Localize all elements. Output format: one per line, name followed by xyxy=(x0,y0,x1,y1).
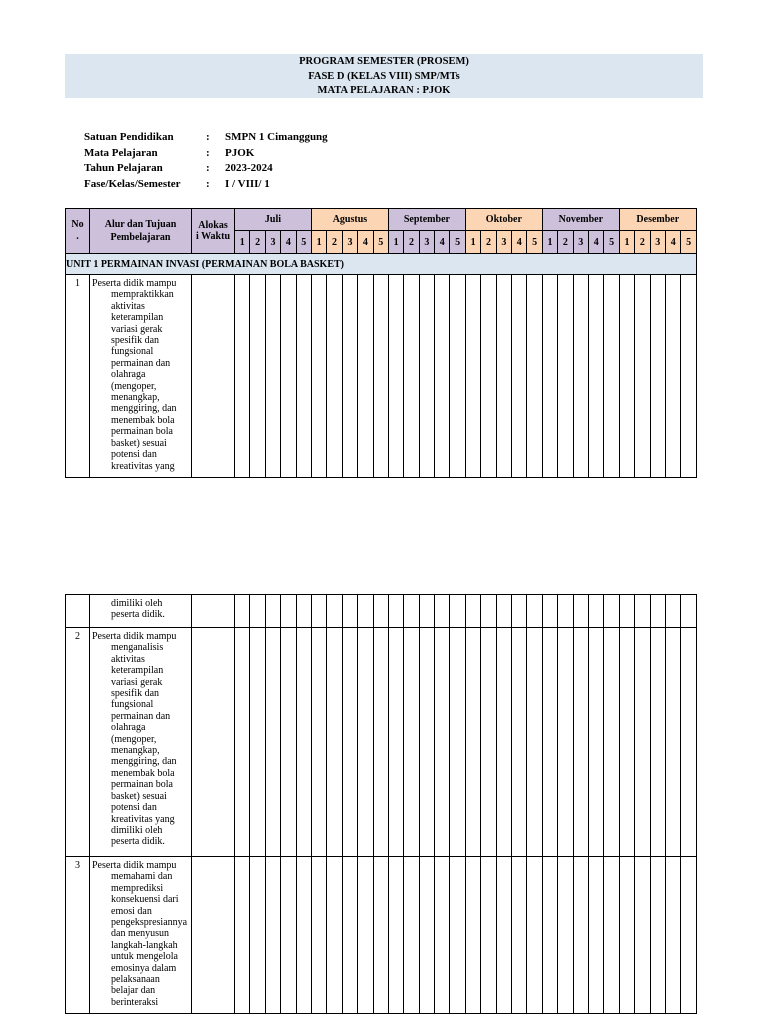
week-cell xyxy=(450,595,465,628)
week-cell xyxy=(542,275,557,478)
alokasi-cell xyxy=(192,628,235,857)
week-cell xyxy=(404,595,419,628)
week-number: 3 xyxy=(342,231,357,254)
info-row xyxy=(84,146,328,162)
week-cell xyxy=(496,275,511,478)
week-cell xyxy=(250,628,265,857)
week-cell xyxy=(681,595,696,628)
week-cell xyxy=(635,595,650,628)
week-cell xyxy=(573,857,588,1014)
week-cell xyxy=(342,857,357,1014)
week-cell xyxy=(589,275,604,478)
week-cell xyxy=(373,595,388,628)
week-cell xyxy=(373,628,388,857)
week-number: 4 xyxy=(358,231,373,254)
week-number: 5 xyxy=(681,231,696,254)
week-number: 2 xyxy=(404,231,419,254)
week-cell xyxy=(235,628,250,857)
week-cell xyxy=(481,275,496,478)
info-value: 2023-2024 xyxy=(225,162,273,174)
week-cell xyxy=(296,628,311,857)
week-cell xyxy=(573,275,588,478)
objective-line: pelaksanaan xyxy=(111,974,160,986)
objective-line: permainan bola xyxy=(111,779,173,791)
week-cell xyxy=(650,857,665,1014)
week-cell xyxy=(558,857,573,1014)
week-cell xyxy=(527,857,542,1014)
info-label: Tahun Pelajaran xyxy=(84,162,163,174)
info-label: Fase/Kelas/Semester xyxy=(84,177,181,190)
learning-objective xyxy=(90,628,192,857)
week-number: 1 xyxy=(542,231,557,254)
week-cell xyxy=(342,595,357,628)
week-cell xyxy=(481,595,496,628)
week-cell xyxy=(358,275,373,478)
week-cell xyxy=(604,857,619,1014)
info-row xyxy=(84,130,328,146)
row-number: 3 xyxy=(66,857,90,1014)
week-number: 4 xyxy=(281,231,296,254)
week-cell xyxy=(235,275,250,478)
info-label: Satuan Pendidikan xyxy=(84,131,174,143)
info-row xyxy=(84,161,328,177)
objective-line: potensi dan xyxy=(111,802,157,814)
week-number: 4 xyxy=(666,231,681,254)
week-cell xyxy=(481,857,496,1014)
week-cell xyxy=(419,275,434,478)
week-cell xyxy=(573,628,588,857)
week-number: 5 xyxy=(527,231,542,254)
week-cell xyxy=(327,628,342,857)
objective-line: (mengoper, xyxy=(111,733,157,745)
week-number: 4 xyxy=(589,231,604,254)
info-row xyxy=(84,177,328,193)
week-cell xyxy=(419,628,434,857)
objective-line: memahami dan xyxy=(111,871,173,883)
week-cell xyxy=(404,628,419,857)
info-separator: : xyxy=(206,131,210,143)
objective-line: menembak bola xyxy=(111,767,175,779)
objective-line: spesifik dan xyxy=(111,335,160,347)
objective-line: emosi dan xyxy=(111,905,152,917)
week-cell xyxy=(388,275,403,478)
week-cell xyxy=(450,857,465,1014)
week-number: 3 xyxy=(265,231,280,254)
month-agustus: Agustus xyxy=(311,209,388,231)
week-cell xyxy=(281,595,296,628)
week-cell xyxy=(542,628,557,857)
week-cell xyxy=(311,595,326,628)
week-cell xyxy=(619,628,634,857)
objective-line: menggiring, dan xyxy=(111,756,177,768)
week-cell xyxy=(665,595,680,628)
week-number: 5 xyxy=(296,231,311,254)
week-number: 2 xyxy=(250,231,265,254)
week-cell xyxy=(619,275,634,478)
objective-line: memprediksi xyxy=(111,882,164,894)
row-number: 2 xyxy=(66,628,90,857)
week-cell xyxy=(588,595,603,628)
objective-line: olahraga xyxy=(111,722,146,734)
week-cell xyxy=(666,275,681,478)
objective-line: dan menyusun xyxy=(111,928,170,940)
week-cell xyxy=(619,595,634,628)
week-number: 1 xyxy=(619,231,634,254)
week-cell xyxy=(681,275,696,478)
week-cell xyxy=(512,275,527,478)
week-cell xyxy=(635,275,650,478)
info-separator: : xyxy=(206,146,210,159)
week-cell xyxy=(311,628,326,857)
week-cell xyxy=(311,857,326,1014)
week-cell xyxy=(250,595,265,628)
header-no: No . xyxy=(66,209,90,254)
learning-objective xyxy=(90,857,192,1014)
week-cell xyxy=(573,595,588,628)
objective-line: permainan dan xyxy=(111,710,171,722)
week-cell xyxy=(465,857,480,1014)
week-cell xyxy=(558,275,573,478)
objective-line: basket) sesuai xyxy=(111,790,167,802)
week-cell xyxy=(665,628,680,857)
objective-line: keterampilan xyxy=(111,312,164,324)
identity-info xyxy=(84,130,328,192)
week-number: 1 xyxy=(311,231,326,254)
week-cell xyxy=(311,275,326,478)
month-juli: Juli xyxy=(235,209,312,231)
week-cell xyxy=(604,275,619,478)
objective-line: fungsional xyxy=(111,346,154,358)
week-cell xyxy=(435,628,450,857)
week-cell xyxy=(542,595,557,628)
week-cell xyxy=(342,628,357,857)
week-number: 1 xyxy=(388,231,403,254)
objective-line: kreativitas yang xyxy=(111,460,175,472)
week-number: 4 xyxy=(512,231,527,254)
objective-line: berinteraksi xyxy=(111,996,159,1008)
objective-line: mempraktikkan xyxy=(111,289,174,301)
alokasi-cell xyxy=(192,275,235,478)
objective-line: peserta didik. xyxy=(111,836,165,848)
week-cell xyxy=(604,595,619,628)
objective-line: potensi dan xyxy=(111,449,157,461)
week-cell xyxy=(296,857,311,1014)
week-number: 3 xyxy=(496,231,511,254)
month-november: November xyxy=(542,209,619,231)
objective-first-line: Peserta didik mampu xyxy=(92,860,177,871)
week-cell xyxy=(681,857,696,1014)
week-cell xyxy=(388,857,403,1014)
week-cell xyxy=(681,628,696,857)
week-cell xyxy=(665,857,680,1014)
week-cell xyxy=(435,857,450,1014)
objective-line: dimiliki oleh xyxy=(111,598,163,609)
week-number: 1 xyxy=(465,231,480,254)
row-number: 1 xyxy=(66,275,90,478)
week-cell xyxy=(512,595,527,628)
learning-objective xyxy=(90,595,192,628)
objective-line: dimiliki oleh xyxy=(111,824,163,836)
objective-line: fungsional xyxy=(111,699,154,711)
week-cell xyxy=(481,628,496,857)
header-alokasi: Alokas i Waktu xyxy=(192,209,235,254)
objective-line: variasi gerak xyxy=(111,323,163,335)
week-cell xyxy=(296,275,311,478)
week-cell xyxy=(512,857,527,1014)
week-cell xyxy=(358,628,373,857)
week-cell xyxy=(419,857,434,1014)
week-cell xyxy=(619,857,634,1014)
week-cell xyxy=(419,595,434,628)
week-cell xyxy=(265,275,280,478)
week-cell xyxy=(327,857,342,1014)
week-number: 5 xyxy=(604,231,619,254)
objective-line: olahraga xyxy=(111,369,146,381)
week-number: 2 xyxy=(481,231,496,254)
week-cell xyxy=(327,595,342,628)
week-cell xyxy=(512,628,527,857)
alokasi-cell xyxy=(192,595,235,628)
objective-line: pengekspresiannya xyxy=(111,917,188,929)
info-value: SMPN 1 Cimanggung xyxy=(225,131,328,143)
prosem-table xyxy=(65,208,697,478)
alokasi-cell xyxy=(192,857,235,1014)
week-cell xyxy=(281,628,296,857)
objective-line: menganalisis xyxy=(111,642,164,654)
week-number: 2 xyxy=(558,231,573,254)
header-alur: Alur dan Tujuan Pembelajaran xyxy=(90,209,192,254)
week-cell xyxy=(388,595,403,628)
learning-objective xyxy=(90,275,192,478)
week-cell xyxy=(281,857,296,1014)
prosem-table-continued xyxy=(65,594,697,1014)
week-cell xyxy=(235,857,250,1014)
week-number: 5 xyxy=(373,231,388,254)
objective-line: permainan dan xyxy=(111,357,171,369)
week-cell xyxy=(404,857,419,1014)
week-cell xyxy=(250,275,265,478)
week-cell xyxy=(635,628,650,857)
title-line-1: PROGRAM SEMESTER (PROSEM) xyxy=(299,56,469,67)
week-number: 3 xyxy=(573,231,588,254)
week-cell xyxy=(404,275,419,478)
objective-line: langkah-langkah xyxy=(111,939,178,951)
week-cell xyxy=(558,628,573,857)
week-cell xyxy=(527,595,542,628)
month-oktober: Oktober xyxy=(465,209,542,231)
month-desember: Desember xyxy=(619,209,696,231)
row-number xyxy=(66,595,90,628)
objective-first-line: Peserta didik mampu xyxy=(92,631,177,642)
week-cell xyxy=(358,857,373,1014)
week-cell xyxy=(358,595,373,628)
objective-line: spesifik dan xyxy=(111,688,160,700)
objective-line: variasi gerak xyxy=(111,676,163,688)
info-separator: : xyxy=(206,177,210,190)
week-cell xyxy=(265,628,280,857)
week-cell xyxy=(496,595,511,628)
week-cell xyxy=(265,595,280,628)
week-cell xyxy=(235,595,250,628)
info-value: PJOK xyxy=(225,146,255,159)
objective-line: aktivitas xyxy=(111,653,145,665)
week-cell xyxy=(281,275,296,478)
unit-title: UNIT 1 PERMAINAN INVASI (PERMAINAN BOLA BASKET) xyxy=(66,254,697,275)
week-cell xyxy=(296,595,311,628)
week-number: 1 xyxy=(235,231,250,254)
week-number: 2 xyxy=(327,231,342,254)
week-cell xyxy=(450,628,465,857)
week-cell xyxy=(265,857,280,1014)
week-cell xyxy=(388,628,403,857)
week-cell xyxy=(435,595,450,628)
info-label: Mata Pelajaran xyxy=(84,146,158,159)
week-cell xyxy=(650,628,665,857)
week-cell xyxy=(542,857,557,1014)
objective-line: belajar dan xyxy=(111,985,156,997)
week-cell xyxy=(465,275,480,478)
week-cell xyxy=(558,595,573,628)
month-september: September xyxy=(388,209,465,231)
week-number: 4 xyxy=(435,231,450,254)
week-cell xyxy=(527,275,542,478)
objective-line: basket) sesuai xyxy=(111,437,167,449)
objective-line: menangkap, xyxy=(111,392,160,404)
week-cell xyxy=(650,595,665,628)
objective-line: untuk mengelola xyxy=(111,951,178,963)
objective-line: (mengoper, xyxy=(111,380,157,392)
week-cell xyxy=(250,857,265,1014)
week-number: 5 xyxy=(450,231,465,254)
week-number: 2 xyxy=(635,231,650,254)
objective-line: keterampilan xyxy=(111,665,164,677)
week-cell xyxy=(435,275,450,478)
objective-line: menembak bola xyxy=(111,414,175,426)
week-cell xyxy=(342,275,357,478)
document-title-box xyxy=(65,54,703,98)
week-cell xyxy=(373,275,388,478)
objective-line: kreativitas yang xyxy=(111,813,175,825)
title-line-2: FASE D (KELAS VIII) SMP/MTs xyxy=(308,70,460,82)
objective-line: menggiring, dan xyxy=(111,403,177,415)
week-number: 3 xyxy=(419,231,434,254)
objective-line: emosinya dalam xyxy=(111,962,177,974)
week-cell xyxy=(650,275,665,478)
week-cell xyxy=(465,595,480,628)
week-cell xyxy=(450,275,465,478)
objective-line: peserta didik. xyxy=(111,609,165,621)
objective-line: aktivitas xyxy=(111,300,145,312)
week-cell xyxy=(465,628,480,857)
objective-line: permainan bola xyxy=(111,426,173,438)
info-value: I / VIII/ 1 xyxy=(225,177,270,190)
week-cell xyxy=(527,628,542,857)
week-cell xyxy=(588,857,603,1014)
week-cell xyxy=(588,628,603,857)
week-cell xyxy=(327,275,342,478)
week-cell xyxy=(604,628,619,857)
objective-line: menangkap, xyxy=(111,745,160,757)
objective-first-line: Peserta didik mampu xyxy=(92,278,177,289)
title-line-3: MATA PELAJARAN : PJOK xyxy=(317,85,451,96)
week-cell xyxy=(496,628,511,857)
week-cell xyxy=(496,857,511,1014)
week-number: 3 xyxy=(650,231,665,254)
objective-line: konsekuensi dari xyxy=(111,894,179,906)
info-separator: : xyxy=(206,162,210,174)
week-cell xyxy=(373,857,388,1014)
week-cell xyxy=(635,857,650,1014)
